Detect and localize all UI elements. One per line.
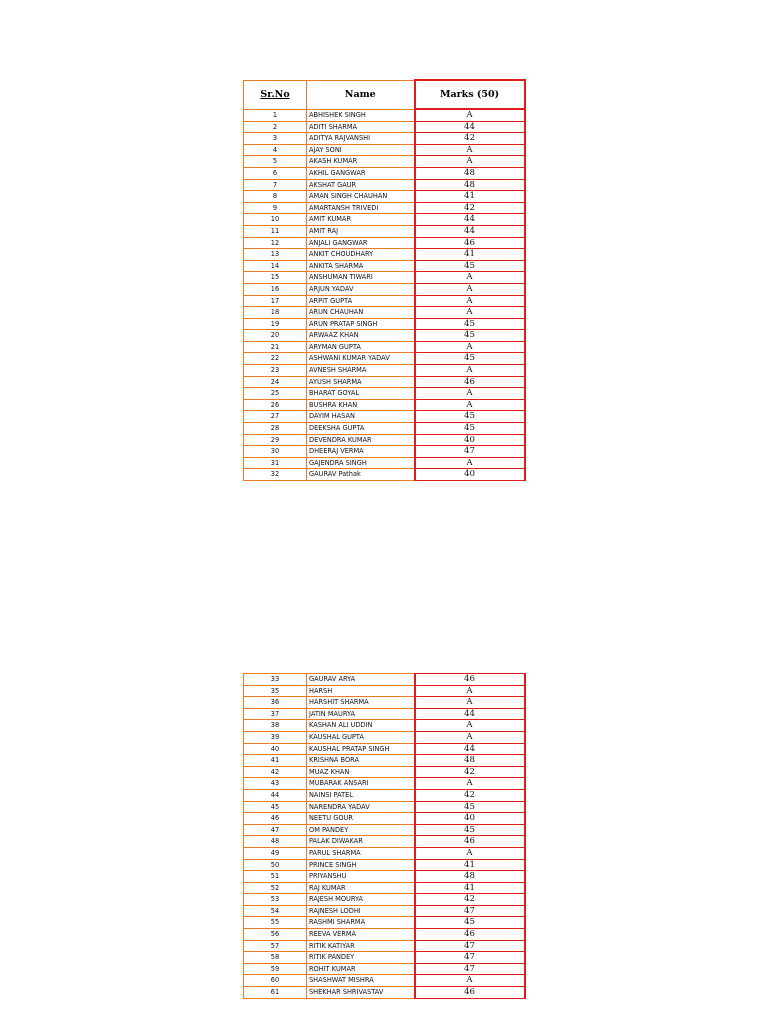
sr-no-cell: 8: [244, 191, 307, 203]
table-row: [244, 871, 525, 883]
student-name-cell: DAYIM HASAN: [307, 411, 415, 423]
table-row: [244, 318, 525, 330]
table-row: [244, 859, 525, 871]
marks-cell: 46: [415, 674, 525, 686]
table-row: [244, 283, 525, 295]
sr-no-cell: 50: [244, 859, 307, 871]
table-row: [244, 341, 525, 353]
sr-no-cell: 4: [244, 144, 307, 156]
student-name-cell: AYUSH SHARMA: [307, 376, 415, 388]
student-name-cell: AMIT KUMAR: [307, 214, 415, 226]
sr-no-cell: 31: [244, 457, 307, 469]
marks-cell: A: [415, 778, 525, 790]
student-name-cell: AVNESH SHARMA: [307, 365, 415, 377]
student-name-cell: KRISHNA BORA: [307, 755, 415, 767]
marks-cell: 44: [415, 708, 525, 720]
table-row: [244, 237, 525, 249]
sr-no-cell: 29: [244, 434, 307, 446]
table-row: [244, 260, 525, 272]
student-name-cell: ROHIT KUMAR: [307, 963, 415, 975]
marks-cell: 41: [415, 191, 525, 203]
student-name-cell: ARJUN YADAV: [307, 283, 415, 295]
student-name-cell: RAJESH MOURYA: [307, 894, 415, 906]
table-row: [244, 133, 525, 145]
sr-no-cell: 6: [244, 167, 307, 179]
sr-no-cell: 52: [244, 882, 307, 894]
sr-no-cell: 30: [244, 446, 307, 458]
marks-cell: 46: [415, 836, 525, 848]
sr-no-cell: 35: [244, 685, 307, 697]
student-name-cell: KAUSHAL PRATAP SINGH: [307, 743, 415, 755]
table-row: [244, 905, 525, 917]
marks-table-2: [243, 673, 526, 999]
sr-no-cell: 16: [244, 283, 307, 295]
table-row: [244, 952, 525, 964]
sr-no-cell: 11: [244, 225, 307, 237]
sr-no-cell: 24: [244, 376, 307, 388]
sr-no-cell: 28: [244, 423, 307, 435]
marks-cell: 41: [415, 882, 525, 894]
table-row: [244, 109, 525, 121]
marks-cell: 44: [415, 214, 525, 226]
marks-cell: 42: [415, 133, 525, 145]
student-name-cell: PRINCE SINGH: [307, 859, 415, 871]
table-row: [244, 766, 525, 778]
table-row: [244, 202, 525, 214]
sr-no-cell: 54: [244, 905, 307, 917]
marks-cell: A: [415, 685, 525, 697]
sr-no-cell: 17: [244, 295, 307, 307]
sr-no-cell: 57: [244, 940, 307, 952]
marks-cell: 45: [415, 318, 525, 330]
sr-no-cell: 3: [244, 133, 307, 145]
table-row: [244, 778, 525, 790]
table-row: [244, 225, 525, 237]
student-name-cell: AKHIL GANGWAR: [307, 167, 415, 179]
sr-no-cell: 36: [244, 697, 307, 709]
marks-cell: 42: [415, 766, 525, 778]
marks-cell: A: [415, 457, 525, 469]
student-name-cell: DEEKSHA GUPTA: [307, 423, 415, 435]
table-row: [244, 167, 525, 179]
marks-cell: 45: [415, 353, 525, 365]
student-name-cell: GAURAV ARYA: [307, 674, 415, 686]
marks-cell: A: [415, 720, 525, 732]
student-name-cell: ABHISHEK SINGH: [307, 109, 415, 121]
sr-no-cell: 38: [244, 720, 307, 732]
marks-cell: 45: [415, 423, 525, 435]
student-name-cell: ARUN CHAUHAN: [307, 307, 415, 319]
table-row: [244, 330, 525, 342]
table-row: [244, 191, 525, 203]
marks-cell: A: [415, 847, 525, 859]
marks-cell: 41: [415, 859, 525, 871]
table-row: [244, 894, 525, 906]
table-row: [244, 801, 525, 813]
sr-no-cell: 27: [244, 411, 307, 423]
table-row: [244, 940, 525, 952]
table-row: [244, 179, 525, 191]
sr-no-cell: 25: [244, 388, 307, 400]
marks-cell: 45: [415, 330, 525, 342]
table-row: [244, 813, 525, 825]
student-name-cell: PALAK DIWAKAR: [307, 836, 415, 848]
table-header-row: [244, 80, 525, 109]
marks-cell: A: [415, 109, 525, 121]
table-row: [244, 272, 525, 284]
sr-no-cell: 59: [244, 963, 307, 975]
marks-cell: 45: [415, 801, 525, 813]
marks-cell: 48: [415, 179, 525, 191]
table-row: [244, 411, 525, 423]
student-name-cell: JATIN MAURYA: [307, 708, 415, 720]
marks-cell: 48: [415, 167, 525, 179]
sr-no-cell: 61: [244, 987, 307, 999]
student-name-cell: KAUSHAL GUPTA: [307, 731, 415, 743]
sr-no-cell: 51: [244, 871, 307, 883]
table-row: [244, 295, 525, 307]
table-row: [244, 789, 525, 801]
marks-cell: 45: [415, 917, 525, 929]
marks-cell: A: [415, 365, 525, 377]
student-name-cell: ADITI SHARMA: [307, 121, 415, 133]
student-name-cell: NARENDRA YADAV: [307, 801, 415, 813]
table-row: [244, 446, 525, 458]
sr-no-cell: 48: [244, 836, 307, 848]
sr-no-cell: 7: [244, 179, 307, 191]
marks-cell: 44: [415, 743, 525, 755]
sr-no-cell: 41: [244, 755, 307, 767]
table-row: [244, 963, 525, 975]
table-row: [244, 307, 525, 319]
sr-no-cell: 43: [244, 778, 307, 790]
marks-cell: 47: [415, 446, 525, 458]
table-row: [244, 824, 525, 836]
table-row: [244, 987, 525, 999]
table-row: [244, 743, 525, 755]
student-name-cell: AMAN SINGH CHAUHAN: [307, 191, 415, 203]
table-row: [244, 434, 525, 446]
table-row: [244, 365, 525, 377]
marks-cell: 45: [415, 824, 525, 836]
marks-cell: A: [415, 388, 525, 400]
student-name-cell: ANJALI GANGWAR: [307, 237, 415, 249]
table-row: [244, 144, 525, 156]
sr-no-cell: 1: [244, 109, 307, 121]
table-row: [244, 882, 525, 894]
sr-no-cell: 12: [244, 237, 307, 249]
sr-no-cell: 21: [244, 341, 307, 353]
marks-cell: 46: [415, 376, 525, 388]
student-name-cell: AMIT RAJ: [307, 225, 415, 237]
table-row: [244, 685, 525, 697]
table-row: [244, 720, 525, 732]
table-row: [244, 388, 525, 400]
student-name-cell: SHEKHAR SHRIVASTAV: [307, 987, 415, 999]
table-row: [244, 376, 525, 388]
student-name-cell: GAJENDRA SINGH: [307, 457, 415, 469]
marks-cell: A: [415, 156, 525, 168]
marks-cell: A: [415, 731, 525, 743]
sr-no-cell: 9: [244, 202, 307, 214]
marks-cell: 42: [415, 894, 525, 906]
sr-no-cell: 49: [244, 847, 307, 859]
student-name-cell: ARUN PRATAP SINGH: [307, 318, 415, 330]
sr-no-cell: 60: [244, 975, 307, 987]
sr-no-cell: 45: [244, 801, 307, 813]
sr-no-cell: 55: [244, 917, 307, 929]
student-name-cell: NAINSI PATEL: [307, 789, 415, 801]
marks-cell: 47: [415, 940, 525, 952]
marks-cell: 45: [415, 411, 525, 423]
student-name-cell: ANSHUMAN TIWARI: [307, 272, 415, 284]
marks-cell: A: [415, 697, 525, 709]
student-name-cell: PARUL SHARMA: [307, 847, 415, 859]
student-name-cell: ARYMAN GUPTA: [307, 341, 415, 353]
table-row: [244, 399, 525, 411]
sr-no-cell: 5: [244, 156, 307, 168]
student-name-cell: AKASH KUMAR: [307, 156, 415, 168]
marks-cell: 42: [415, 202, 525, 214]
sr-no-cell: 18: [244, 307, 307, 319]
student-name-cell: MUAZ KHAN: [307, 766, 415, 778]
marks-cell: A: [415, 975, 525, 987]
marks-cell: A: [415, 399, 525, 411]
table-row: [244, 457, 525, 469]
marks-cell: 40: [415, 469, 525, 481]
marks-cell: 48: [415, 755, 525, 767]
sr-no-cell: 26: [244, 399, 307, 411]
table-row: [244, 214, 525, 226]
student-name-cell: RASHMI SHARMA: [307, 917, 415, 929]
student-name-cell: OM PANDEY: [307, 824, 415, 836]
student-name-cell: BUSHRA KHAN: [307, 399, 415, 411]
student-name-cell: ANKITA SHARMA: [307, 260, 415, 272]
marks-cell: 46: [415, 929, 525, 941]
marks-cell: A: [415, 283, 525, 295]
marks-cell: 44: [415, 121, 525, 133]
table-row: [244, 975, 525, 987]
sr-no-cell: 22: [244, 353, 307, 365]
sr-no-cell: 39: [244, 731, 307, 743]
sr-no-cell: 13: [244, 249, 307, 261]
student-name-cell: ADITYA RAJVANSHI: [307, 133, 415, 145]
table-row: [244, 708, 525, 720]
sr-no-cell: 56: [244, 929, 307, 941]
sr-no-cell: 14: [244, 260, 307, 272]
sr-no-cell: 20: [244, 330, 307, 342]
student-name-cell: DEVENDRA KUMAR: [307, 434, 415, 446]
student-name-cell: RITIK KATIYAR: [307, 940, 415, 952]
sr-no-cell: 46: [244, 813, 307, 825]
table-row: [244, 847, 525, 859]
marks-cell: 40: [415, 434, 525, 446]
student-name-cell: ANKIT CHOUDHARY: [307, 249, 415, 261]
table-row: [244, 469, 525, 481]
student-name-cell: AJAY SONI: [307, 144, 415, 156]
table-row: [244, 917, 525, 929]
student-name-cell: HARSH: [307, 685, 415, 697]
sr-no-cell: 53: [244, 894, 307, 906]
student-name-cell: ARPIT GUPTA: [307, 295, 415, 307]
sr-no-cell: 58: [244, 952, 307, 964]
student-name-cell: NEETU GOUR: [307, 813, 415, 825]
table-row: [244, 249, 525, 261]
marks-cell: 48: [415, 871, 525, 883]
student-name-cell: AKSHAT GAUR: [307, 179, 415, 191]
student-name-cell: HARSHIT SHARMA: [307, 697, 415, 709]
marks-cell: 42: [415, 789, 525, 801]
sr-no-cell: 40: [244, 743, 307, 755]
student-name-cell: ASHWANI KUMAR YADAV: [307, 353, 415, 365]
sr-no-cell: 47: [244, 824, 307, 836]
marks-cell: A: [415, 295, 525, 307]
sr-no-cell: 44: [244, 789, 307, 801]
student-name-cell: AMARTANSH TRIVEDI: [307, 202, 415, 214]
student-name-cell: REEVA VERMA: [307, 929, 415, 941]
marks-table-1: [243, 79, 526, 481]
student-name-cell: DHEERAJ VERMA: [307, 446, 415, 458]
table-row: [244, 755, 525, 767]
student-name-cell: RAJ KUMAR: [307, 882, 415, 894]
marks-cell: 45: [415, 260, 525, 272]
table-row: [244, 836, 525, 848]
header-sr-no: Sr.No: [244, 80, 307, 109]
marks-cell: 40: [415, 813, 525, 825]
marks-cell: A: [415, 307, 525, 319]
student-name-cell: ARWAAZ KHAN: [307, 330, 415, 342]
student-name-cell: GAURAV Pathak: [307, 469, 415, 481]
table-row: [244, 121, 525, 133]
table-row: [244, 929, 525, 941]
student-name-cell: MUBARAK ANSARI: [307, 778, 415, 790]
marks-cell: 47: [415, 963, 525, 975]
marks-cell: 46: [415, 987, 525, 999]
student-name-cell: RITIK PANDEY: [307, 952, 415, 964]
marks-cell: A: [415, 272, 525, 284]
marks-cell: 47: [415, 905, 525, 917]
sr-no-cell: 23: [244, 365, 307, 377]
sr-no-cell: 2: [244, 121, 307, 133]
marks-cell: 46: [415, 237, 525, 249]
student-name-cell: KASHAN ALI UDDIN: [307, 720, 415, 732]
table-row: [244, 674, 525, 686]
header-marks: Marks (50): [415, 80, 525, 109]
student-name-cell: PRIYANSHU: [307, 871, 415, 883]
sr-no-cell: 32: [244, 469, 307, 481]
student-name-cell: BHARAT GOYAL: [307, 388, 415, 400]
table-row: [244, 697, 525, 709]
table-row: [244, 353, 525, 365]
sr-no-cell: 37: [244, 708, 307, 720]
marks-cell: 47: [415, 952, 525, 964]
table-row: [244, 731, 525, 743]
marks-cell: A: [415, 341, 525, 353]
sr-no-cell: 42: [244, 766, 307, 778]
table-row: [244, 423, 525, 435]
sr-no-cell: 15: [244, 272, 307, 284]
header-name: Name: [307, 80, 415, 109]
student-name-cell: RAJNESH LODHI: [307, 905, 415, 917]
sr-no-cell: 33: [244, 674, 307, 686]
marks-cell: 44: [415, 225, 525, 237]
marks-cell: A: [415, 144, 525, 156]
student-name-cell: SHASHWAT MISHRA: [307, 975, 415, 987]
table-row: [244, 156, 525, 168]
sr-no-cell: 19: [244, 318, 307, 330]
marks-cell: 41: [415, 249, 525, 261]
sr-no-cell: 10: [244, 214, 307, 226]
